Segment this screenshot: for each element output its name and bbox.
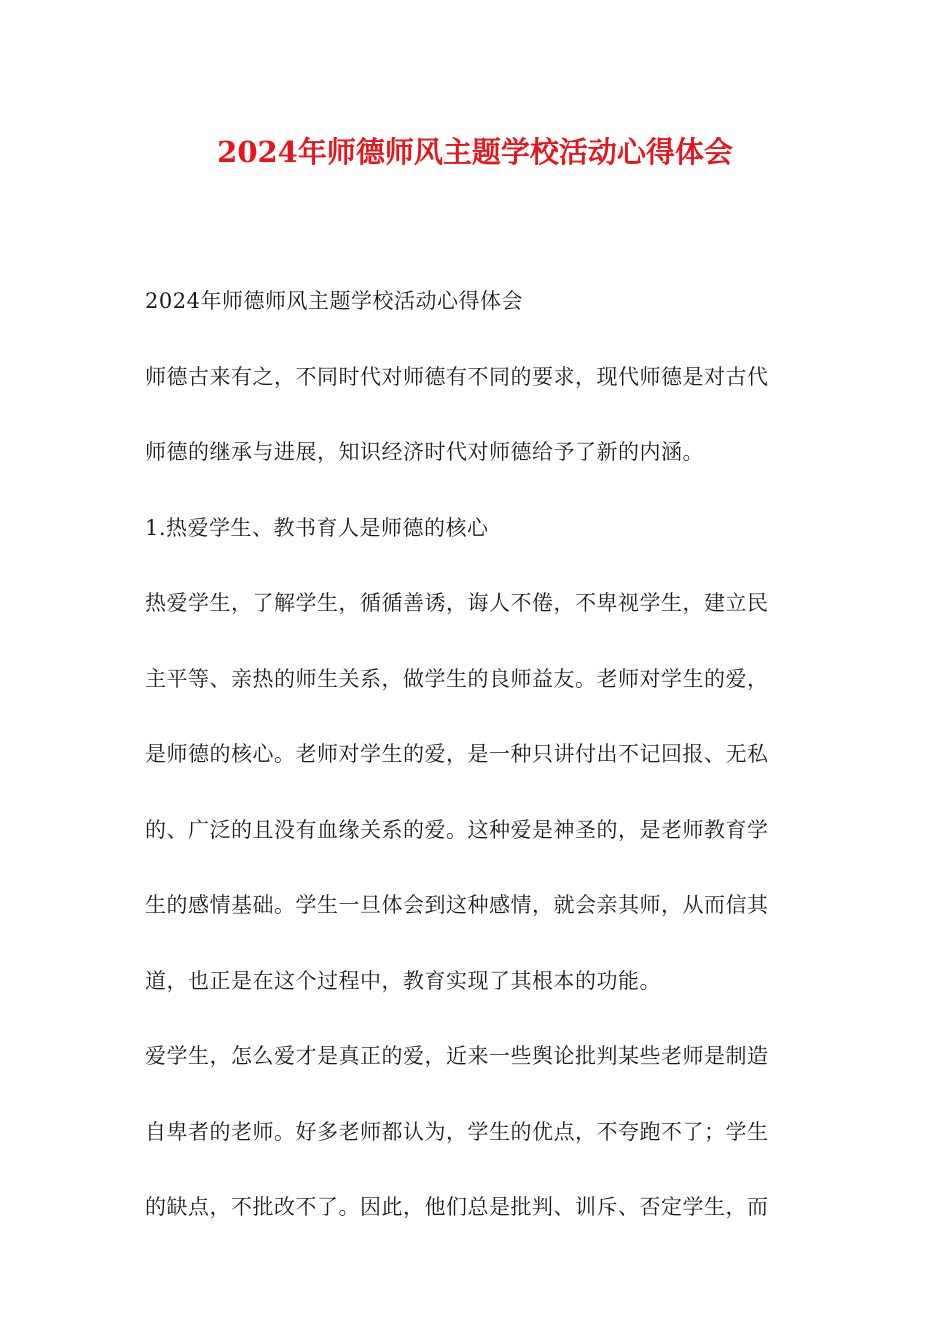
body-line: 的缺点，不批改不了。因此，他们总是批判、训斥、否定学生，而 bbox=[145, 1195, 769, 1219]
document-title: 2024年师德师风主题学校活动心得体会 bbox=[217, 135, 733, 169]
body-line: 热爱学生，了解学生，循循善诱，诲人不倦，不卑视学生，建立民 bbox=[145, 591, 769, 615]
body-line: 师德古来有之，不同时代对师德有不同的要求，现代师德是对古代 bbox=[145, 364, 769, 389]
body-line: 1.热爱学生、教书育人是师德的核心 bbox=[145, 515, 489, 540]
body-line: 2024年师德师风主题学校活动心得体会 bbox=[145, 289, 523, 313]
body-line: 的、广泛的且没有血缘关系的爱。这种爱是神圣的，是老师教育学 bbox=[145, 817, 769, 842]
document-body bbox=[145, 280, 805, 1262]
body-line: 道，也正是在这个过程中，教育实现了其根本的功能。 bbox=[145, 968, 661, 993]
body-line: 生的感情基础。学生一旦体会到这种感情，就会亲其师，从而信其 bbox=[145, 893, 769, 917]
body-line: 师德的继承与进展，知识经济时代对师德给予了新的内涵。 bbox=[145, 440, 704, 464]
body-line: 爱学生，怎么爱才是真正的爱，近来一些舆论批判某些老师是制造 bbox=[145, 1044, 769, 1068]
body-line: 是师德的核心。老师对学生的爱，是一种只讲付出不记回报、无私 bbox=[145, 742, 769, 766]
body-line: 主平等、亲热的师生关系，做学生的良师益友。老师对学生的爱， bbox=[145, 666, 769, 691]
body-line: 自卑者的老师。好多老师都认为，学生的优点，不夸跑不了；学生 bbox=[145, 1119, 769, 1144]
